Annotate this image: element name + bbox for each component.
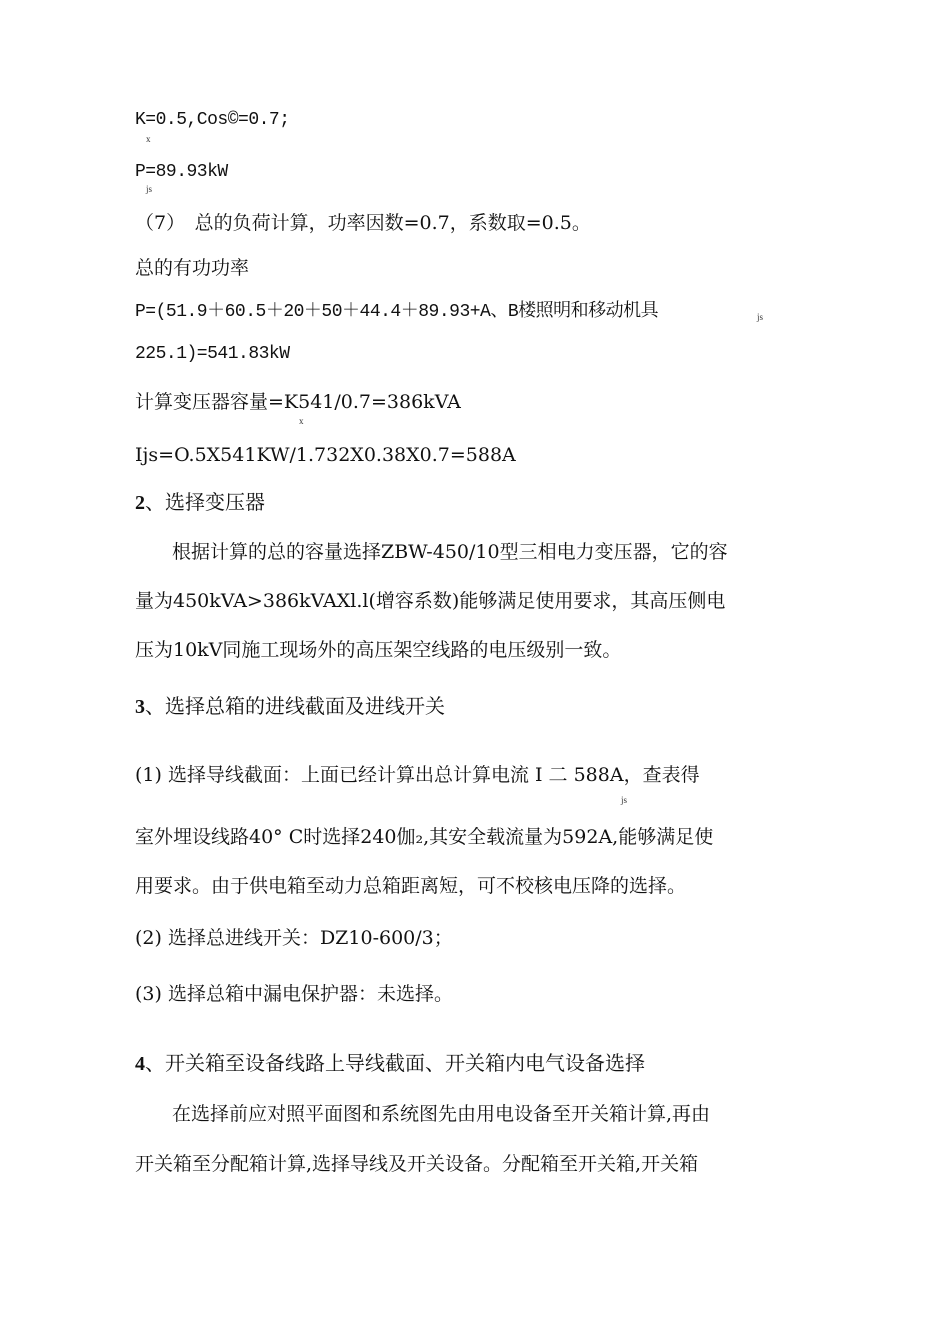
item-2-main-switch: (2) 选择总进线开关：DZ10-600/3；	[135, 927, 453, 949]
item-7-total-load: （7） 总的负荷计算，功率因数=0.7，系数取=0.5。	[135, 212, 591, 234]
subscript-x: x	[146, 134, 151, 144]
total-active-power-label: 总的有功功率	[135, 257, 250, 279]
section-3-heading	[135, 694, 445, 719]
item-3-leakage-protector: (3) 选择总箱中漏电保护器：未选择。	[135, 983, 453, 1005]
item-1-wire-section: (1) 选择导线截面：上面已经计算出总计算电流 I 二 588A，查表得	[135, 764, 700, 786]
subscript-js: js	[146, 184, 153, 194]
section-2-number: 2	[135, 492, 145, 514]
current-formula: Ijs=O.5X541KW/1.732X0.38X0.7=588A	[135, 444, 516, 466]
subscript-js: js	[621, 795, 628, 805]
subscript-x: x	[299, 416, 304, 426]
paragraph-4-line-2: 开关箱至分配箱计算,选择导线及开关设备。分配箱至开关箱,开关箱	[135, 1153, 699, 1175]
paragraph-3-line-3: 用要求。由于供电箱至动力总箱距离短，可不校核电压降的选择。	[135, 875, 687, 897]
section-4-title: 、开关箱至设备线路上导线截面、开关箱内电气设备选择	[145, 1051, 645, 1075]
formula-total-power: P=(51.9＋60.5＋20＋50＋44.4＋89.93+A、B楼照明和移动机具	[135, 302, 659, 322]
subscript-js: js	[757, 312, 764, 322]
section-4-number: 4	[135, 1053, 145, 1075]
section-3-title: 、选择总箱的进线截面及进线开关	[145, 694, 445, 718]
section-4-heading	[135, 1051, 645, 1076]
paragraph-3-line-2: 室外埋设线路40° C时选择240伽₂,其安全载流量为592A,能够满足使	[135, 826, 714, 848]
section-2-title: 、选择变压器	[145, 490, 265, 514]
transformer-capacity-formula: 计算变压器容量=K541/0.7=386kVA	[135, 391, 461, 413]
formula-kx-cos: K=0.5,Cos©=0.7;	[135, 110, 290, 130]
section-3-number: 3	[135, 696, 145, 718]
paragraph-2-line-1: 根据计算的总的容量选择ZBW-450/10型三相电力变压器，它的容	[172, 541, 728, 563]
formula-pjs: P=89.93kW	[135, 162, 228, 182]
section-2-heading	[135, 490, 265, 515]
paragraph-2-line-3: 压为10kV同施工现场外的高压架空线路的电压级别一致。	[135, 639, 622, 661]
formula-total-power-result: 225.1)=541.83kW	[135, 344, 290, 364]
paragraph-2-line-2: 量为450kVA>386kVAXl.l(增容系数)能够满足使用要求，其高压侧电	[135, 590, 726, 612]
paragraph-4-line-1: 在选择前应对照平面图和系统图先由用电设备至开关箱计算,再由	[172, 1103, 711, 1125]
